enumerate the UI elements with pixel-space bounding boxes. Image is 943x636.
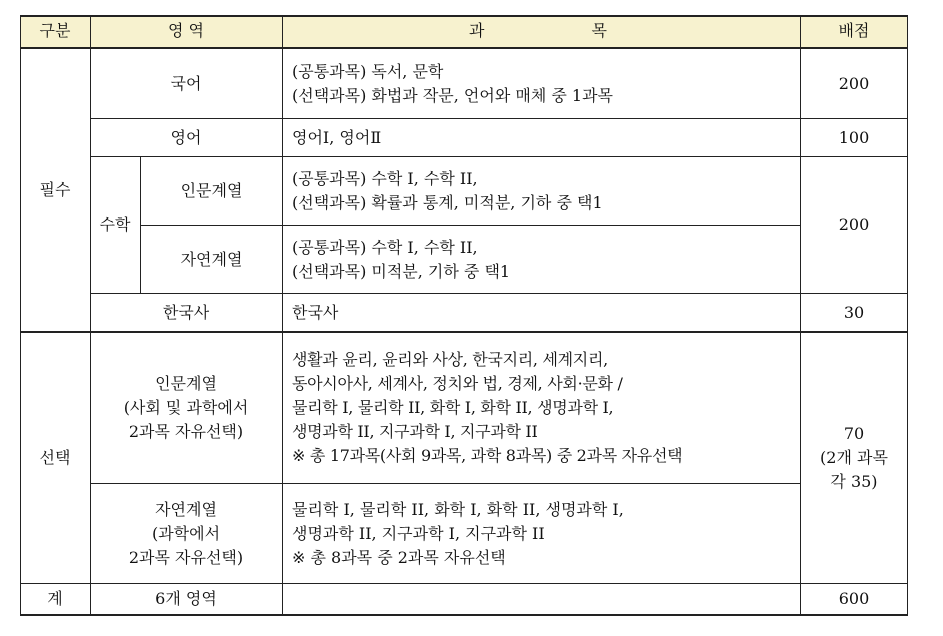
elective-humanities-area: 인문계열 (사회 및 과학에서 2과목 자유선택): [123, 374, 249, 441]
math-science-subjects: (공통과목) 수학 I, 수학 II, (선택과목) 미적분, 기하 중 택1: [292, 237, 511, 281]
korean-score: 200: [838, 73, 870, 93]
history-area: 한국사: [162, 302, 210, 322]
border-bottom: [20, 614, 908, 616]
math-humanities-subjects: (공통과목) 수학 I, 수학 II, (선택과목) 확률과 통계, 미적분, 기하 중 택1: [292, 169, 603, 212]
elective-score: 70 (2개 과목 각 35): [820, 424, 888, 491]
elective-humanities-subjects: 생활과 윤리, 윤리와 사상, 한국지리, 세계지리, 동아시아사, 세계사, 정치와 법, 경제, 사회·문화 / 물리학 I, 물리학 II, 화학 I, 화학 II, 생명과학 I, 생명과학 II, 지구과학 I, 지구과학 II ※ 총 17과목(사회 9과목, 과학 8과목) 중 2과목 자유선택: [292, 350, 683, 465]
math-label: 수학: [99, 215, 131, 234]
korean-area: 국어: [170, 73, 202, 93]
history-subjects: 한국사: [292, 302, 339, 322]
score-table: [20, 15, 908, 616]
elective-label: 선택: [39, 448, 71, 467]
total-score: 600: [838, 589, 870, 608]
history-score: 30: [843, 302, 865, 322]
english-score: 100: [838, 127, 870, 147]
header-subject: 과 목: [469, 21, 613, 40]
header-score: 배점: [838, 21, 870, 40]
header-area: 영 역: [168, 21, 204, 40]
elective-science-area: 자연계열 (과학에서 2과목 자유선택): [128, 499, 244, 567]
math-science-area: 자연계열: [180, 249, 243, 269]
total-label: 계: [47, 589, 63, 608]
math-humanities-area: 인문계열: [180, 181, 243, 200]
math-score: 200: [838, 215, 870, 234]
english-subjects: 영어Ⅰ, 영어Ⅱ: [292, 127, 382, 147]
korean-subjects: (공통과목) 독서, 문학 (선택과목) 화법과 작문, 언어와 매체 중 1과목: [292, 61, 614, 105]
elective-science-subjects: 물리학 I, 물리학 II, 화학 I, 화학 II, 생명과학 I, 생명과학 II, 지구과학 I, 지구과학 II ※ 총 8과목 중 2과목 자유선택: [292, 499, 624, 567]
total-subjects: [282, 584, 800, 614]
header-category: 구분: [39, 21, 71, 40]
required-label: 필수: [39, 180, 71, 199]
total-area: 6개 영역: [155, 589, 217, 608]
english-area: 영어: [170, 127, 202, 147]
